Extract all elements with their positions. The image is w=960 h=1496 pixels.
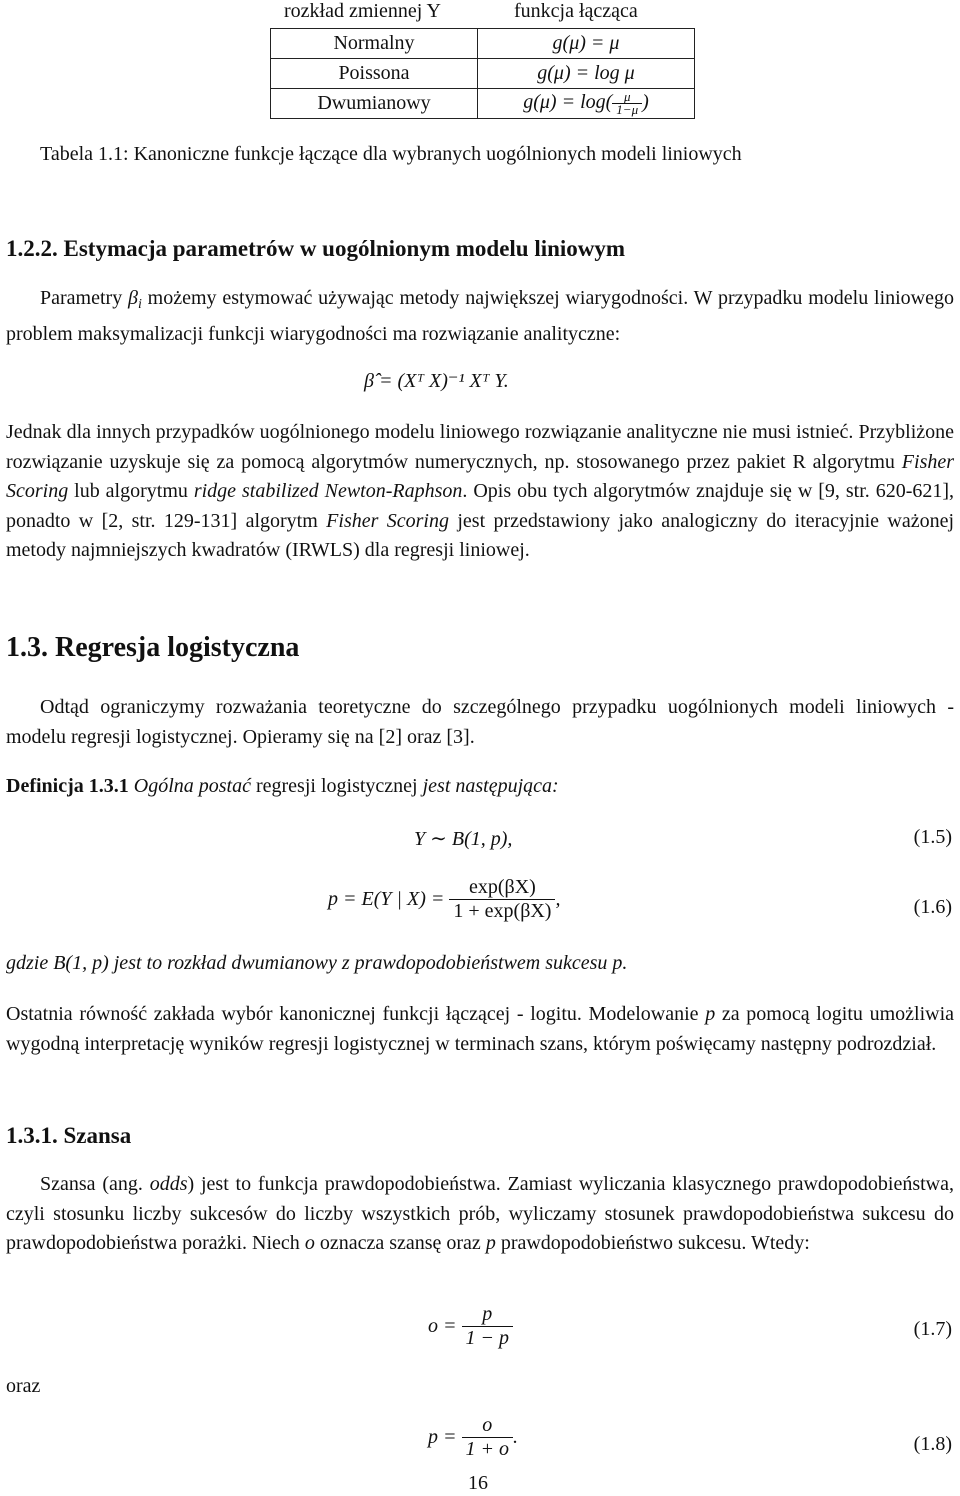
link-function-table xyxy=(270,28,695,119)
equation-fraction xyxy=(462,1414,514,1461)
period: . xyxy=(513,1426,518,1448)
table-cell-link xyxy=(478,89,695,119)
fraction-denominator: 1 − p xyxy=(462,1326,514,1350)
text: Jednak dla innych przypadków uogólnionego modelu liniowego rozwiązanie analityczne nie musi istnieć. Przybliżone rozwiązanie uzyskuje się za pomocą algorytmów numerycznych, np. stosowanego przez pakiet R algorytmu xyxy=(6,421,954,473)
definition-label: Definicja 1.3.1 xyxy=(6,775,129,797)
table-cell-distribution: Poissona xyxy=(271,59,478,89)
equation-number-1-6: (1.6) xyxy=(913,896,952,918)
text: . Opis obu tych algorytmów znajduje się w [9, str. 620-621], ponadto w [2, str. 129-131] algorytm xyxy=(6,480,955,532)
section-heading-1-3: 1.3. Regresja logistyczna xyxy=(6,632,300,663)
text: za pomocą logitu umożliwia wygodną interpretację wyników regresji logistycznej w terminach szans, którym poświęcamy następny podrozdział. xyxy=(6,1003,955,1055)
section-heading-1-3-1: 1.3.1. Szansa xyxy=(6,1123,132,1148)
paragraph-numerical-methods xyxy=(6,418,954,566)
link-prefix: g(μ) = log( xyxy=(523,91,613,114)
text: Ostatnia równość zakłada wybór kanonicznej funkcji łączącej - logitu. Modelowanie xyxy=(6,1003,699,1025)
paragraph-logit xyxy=(6,1000,954,1059)
text: Szansa (ang. xyxy=(40,1173,143,1195)
fraction-numerator: o xyxy=(482,1414,493,1436)
link-fraction-num: μ xyxy=(623,89,631,104)
word-oraz: oraz xyxy=(6,1375,41,1397)
equation-number-1-7: (1.7) xyxy=(913,1318,952,1340)
equation-1-8 xyxy=(428,1414,518,1461)
equation-number-1-8: (1.8) xyxy=(913,1433,952,1455)
fraction-denominator: 1 + o xyxy=(462,1437,514,1461)
paragraph-logistic-intro xyxy=(6,693,954,752)
text: możemy estymować używając metody największej wiarygodności. W przypadku modelu liniowego problem maksymalizacji funkcji wiarygodności ma rozwiązanie analityczne: xyxy=(6,287,955,345)
symbol-o: o xyxy=(304,1232,315,1254)
equation-lhs: p = E(Y | X) = xyxy=(328,888,445,910)
definition-tail: gdzie B(1, p) jest to rozkład dwumianowy z prawdopodobieństwem sukcesu p. xyxy=(6,952,628,974)
link-fraction-den: 1−μ xyxy=(612,103,642,116)
beta-symbol: $\beta_i$ xyxy=(128,287,142,312)
link-suffix: ) xyxy=(642,91,649,114)
newton-raphson-term: ridge stabilized Newton-Raphson xyxy=(193,480,463,502)
table-cell-distribution: Dwumianowy xyxy=(271,89,478,119)
section-heading-1-2-2: 1.2.2. Estymacja parametrów w uogólnionym modelu liniowym xyxy=(6,236,626,261)
fraction-numerator: p xyxy=(482,1303,493,1325)
text: Ogólna postać xyxy=(133,775,251,797)
text: ) jest to funkcja prawdopodobieństwa. Zamiast wyliczania klasycznego prawdopodobieństwa, czyli stosunku liczby sukcesów do liczby wszystkich prób, wyliczamy stosunek prawdopodobieństwa sukcesu do prawdopodobieństwa porażki. Niech xyxy=(6,1173,954,1254)
equation-fraction xyxy=(462,1303,514,1350)
definition-1-3-1 xyxy=(6,772,954,802)
equation-number-1-5: (1.5) xyxy=(913,826,952,848)
equation-lhs: p = xyxy=(428,1426,457,1448)
fraction-denominator: 1 + exp(βX) xyxy=(449,899,555,923)
text: prawdopodobieństwo sukcesu. Wtedy: xyxy=(500,1232,810,1254)
table-row xyxy=(271,89,695,119)
text: jest przedstawiony jako analogiczny do iteracyjnie ważonej metody najmniejszych kwadratów (IRWLS) dla regresji liniowej. xyxy=(6,509,955,561)
odds-term: odds xyxy=(149,1173,188,1195)
equation-fraction xyxy=(449,876,555,923)
equation-1-6 xyxy=(328,876,560,923)
page-number: 16 xyxy=(468,1472,488,1494)
text: jest następująca: xyxy=(422,775,559,797)
text: lub algorytmu xyxy=(74,480,188,502)
comma: , xyxy=(555,888,561,910)
table-header-link-function: funkcja łącząca xyxy=(514,0,638,22)
table-caption: Tabela 1.1: Kanoniczne funkcje łączące dla wybranych uogólnionych modeli liniowych xyxy=(40,143,742,165)
fisher-scoring-term: Fisher Scoring xyxy=(6,450,955,502)
link-fraction xyxy=(612,91,642,116)
fraction-numerator: exp(βX) xyxy=(469,876,536,898)
paragraph-estimation xyxy=(6,284,954,349)
table-cell-distribution: Normalny xyxy=(271,29,478,59)
fisher-scoring-term: Fisher Scoring xyxy=(326,509,449,532)
equation-1-7 xyxy=(428,1303,513,1350)
text: Parametry xyxy=(40,287,123,309)
paragraph-odds xyxy=(6,1170,954,1259)
symbol-p: p xyxy=(485,1232,496,1254)
table-header-distribution: rozkład zmiennej Y xyxy=(284,0,441,22)
text: oznacza szansę oraz xyxy=(319,1232,481,1254)
equation-lhs: o = xyxy=(428,1315,457,1337)
formula-beta-hat: β̂ = (Xᵀ X)⁻¹ Xᵀ Y. xyxy=(364,370,509,392)
table-row xyxy=(271,29,695,59)
table-cell-link: g(μ) = μ xyxy=(478,29,695,59)
table-cell-link: g(μ) = log μ xyxy=(478,59,695,89)
symbol-p: p xyxy=(705,1003,716,1025)
table-row xyxy=(271,59,695,89)
text: regresji logistycznej xyxy=(255,775,418,797)
text: Odtąd ograniczymy rozważania teoretyczne do szczególnego przypadku uogólnionych modeli liniowych - modelu regresji logistycznej. Opieramy się na [2] oraz [3]. xyxy=(6,696,954,748)
equation-1-5: Y ∼ B(1, p), xyxy=(414,828,513,850)
